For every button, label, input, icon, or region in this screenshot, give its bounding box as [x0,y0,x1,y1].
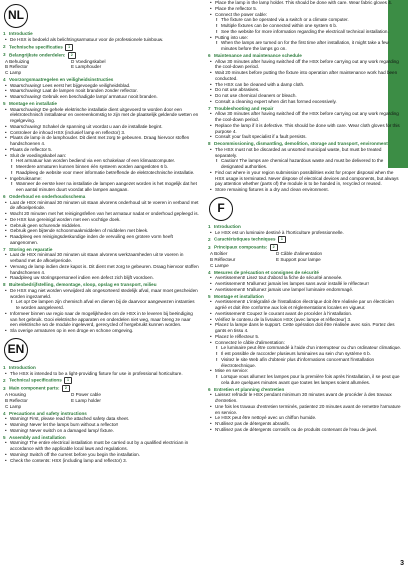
list-item: • Consult your fault specialist if a fault persists. [208,134,404,140]
list-item: • Avertissement! N'allumez jamais une lampe/ luminaire endommagé. [208,287,404,293]
nl-section-6-heading: 6 Onderhoud en onderhoudsschema [3,193,86,199]
left-column [3,0,199,463]
list-item: • Putting into use: [208,35,404,41]
f-section-6-heading: 6 Entretien et planning d'entretien [208,386,285,392]
list-item: • De HSX is bedoeld als belichtingsarmatuur voor de professionele tuinbouw. [3,37,199,43]
list-item: • Waarschuwing! Laat de lampen nooit branden zonder reflector. [3,88,199,94]
warning-item: ! Caution! The lamps are chemical hazardous waste and must be delivered to the designated authorities. [208,158,404,170]
list-item: • Place the reflector 5. [208,6,404,12]
list-item: • Store remaining fixtures in a dry and clean environment. [208,187,404,193]
nl-section-8-heading: 8 Buitenbedrijfstelling, demontage, sloop, opslag en transport, milieu [3,282,157,287]
warning-item: ! Multiple fixtures can be connected within one system 6 b. [208,23,404,29]
list-item: • Le HSX peut être nettoyé avec un chiffon humide. [208,415,404,421]
en-section-8-heading: 8 Decommissioning, dismantling, demolition, storage and transport, environment [208,141,388,146]
list-item: • Waarschuwing! Schakel de spanning uit voordat u aan de installatie begint. [3,124,199,130]
list-item: • Warning! Never let the lamps burn without a reflector! [3,422,199,428]
list-item: • Le HSX est un luminaire destiné à l'horticulture professionnelle. [208,230,404,236]
warning-item: ! Le luminaire peut être commandé à l'aide d'un interrupteur ou d'un ordinateur climatique. [208,345,404,351]
list-item: • Waarschuwing! Gebruik een beschadigde lamp/ armatuur nooit branden. [3,94,199,100]
nl-section-1-heading: 1 Introductie [3,31,33,36]
list-item: • Warning! The entire electrical installation must be carried out by a qualified electrician in accordance with the applicable local laws and regulations. [3,440,199,452]
parts-row: A Behuizing D Voedingskabel [5,58,106,64]
en-section-1-heading: 1 Introduction [3,364,36,370]
list-item: • Connect the power cable: [208,12,404,18]
list-item: • The HSX is intended to be a light-providing fixture for use in professional horticulture. [3,371,199,377]
nl-section-5-heading: 5 Montage en installatie [3,100,57,106]
parts-row: C Lamp [5,70,22,75]
warning-item: ! Het armatuur kan worden bediend via een schakelaar of een klimaatcomputer. [3,158,199,164]
en-section-3-heading: 3 Main component parts: 2 [3,385,199,392]
f-section-1-heading: 1 Introduction [208,223,241,229]
f-section-2-heading: 2 Caractéristiques techniques 1 [208,236,404,243]
warning-item: ! See the website for more information regarding the electrical/ technical installation. [208,29,404,35]
list-item: • Vervang de lamp indien deze kapot is. Dit dient met zorg te gebeuren. Draag hiervoor stoffen handschoenen 4. [3,264,199,276]
list-item: • N'utilisez pas de détergents corrosifs ou de produits contenant de l'eau de javel. [208,427,404,433]
list-item: • Find out where in your region submission possibilities exist for proper disposal when the HSX usage is terminated. Never dispose of electrical devices and components, but always pay attention whether (parts of) the module is to be handed in, recycled or reused. [208,170,404,187]
warning-item: ! Meerdere armaturen kunnen binnen één systeem worden aangesloten 6 b. [3,164,199,170]
warning-item: ! Il est possible de raccorder plusieurs luminaires au sein d'un système 6 b. [208,351,404,357]
page-number: 3 [400,560,404,567]
parts-row: A Boîtier D Câble d'alimentation [210,251,323,257]
parts-row: C Lamp [5,403,22,409]
list-item: • Placez le réflecteur 5. [208,334,404,340]
list-item: • Mise en service: [208,368,404,374]
list-item: • Check the contents: HSX (including lamp and reflector) 3. [3,458,199,464]
list-item: • Warning! Never switch on a damaged lamp/ fixture. [3,428,199,434]
list-item: • De HSX mag niet worden verwijderd als ongesorteerd stedelijk afval, maar moet gescheiden worden ingezameld. [3,288,199,300]
list-item: • Laat de HSX minimaal 30 minuten uit staan alvorens onderhoud uit te voeren in verband met de afkoelperiode. [3,200,199,212]
warning-item: ! Lorsque vous allumez les lampes pour la première fois après l'installation, il se peut que cela dure quelques minutes avant que toutes les lampes soient allumées. [208,374,404,386]
list-item: • Sluit de voedingskabel aan: [3,153,199,159]
en-section-7-heading: 7 Troubleshooting and repair [208,105,274,111]
list-item: • De HSX kan gereinigd worden met een vochtige doek. [3,217,199,223]
list-item: • Vérifiez le contenu de la livraison HSX (avec lampe et réflecteur) 3. [208,317,404,323]
list-item: • Sla overige armaturen op in een droge en schone omgeving. [3,328,199,334]
list-item: • Controleer de inhoud HSX (inclusief lamp en reflector) 3. [3,130,199,136]
list-item: • Replace the lamp if it is defective. This should be done with care. Wear cloth gloves for this purpose 4. [208,123,404,135]
parts-row: A Housing D Power cable [5,392,101,398]
lang-badge-f: F [209,197,233,221]
list-item: • Avertissement! L'intégralité de l'installation électrique doit être réalisée par un électricien agréé et doit être conforme aux lois et réglementations locales en vigueur. [208,299,404,311]
warning-item: ! Wanneer de eerste keer na installatie de lampen aangezet worden is het mogelijk dat het een aantal minuten duurt voordat alle lampen aangaan. [3,181,199,193]
list-item: • Wacht 20 minuten met het reinigingsfellen van het armatuur nadat er onderhoud gepleegd is. [3,211,199,217]
list-item: • Do not use chemical cleaners or bleach. [208,93,404,99]
list-item: • Consult a cleaning expert when dirt has formed excessively. [208,99,404,105]
warning-item: ! When the lamps are turned on for the first time after installation, it might take a few minutes before the lamps go on. [208,40,404,52]
nl-section-7-heading: 7 Storing en reparatie [3,246,53,252]
nl-section-3-heading: 3 Belangrijkste onderdelen: 2 [3,52,199,59]
list-item: • Wait 20 minutes before putting the fixture into operation after maintenance work had been conducted. [208,70,404,82]
list-item: • Raadpleeg een reinigingsdeskundige inden de vervuiling een grotere vorm heeft aangenomen. [3,234,199,246]
lang-badge-nl: NL [4,4,28,28]
list-item: • Avertissement! N'allumez jamais les lampes sans avoir installé le réflecteur! [208,281,404,287]
list-item: • Do not use abrasives. [208,87,404,93]
f-section-3-heading: 3 Principaux composants: 2 [208,244,404,251]
nl-section-4-heading: 4 Voorzorgsmaatregelen en veiligheidsinstructies [3,76,114,82]
en-section-2-heading: 2 Technical specifications 1 [3,377,199,384]
list-item: • The HSX must not be discarded as unsorted municipal waste, but must be treated separately. [208,147,404,159]
lang-badge-en: EN [4,338,28,362]
list-item: • Laissez refroidir le HSX pendant minimum 30 minutes avant de procéder à des travaux d'entretien. [208,392,404,404]
list-item: • Connectez le câble d'alimentation: [208,340,404,346]
list-item: • Ingebruikname: [3,176,199,182]
warning-item: ! Let op! De lampen zijn chemisch afval en dienen bij de daarvoor aangewezen instanties te worden aangeleverd. [3,299,199,311]
list-item: • The HSX can be cleaned with a damp cloth. [208,82,404,88]
list-item: • Une fois les travaux d'entretien terminés, patientez 20 minutes avant de remettre l'armature en service. [208,404,404,416]
warning-item: ! The fixture can be operated via a switch or a climate computer. [208,17,404,23]
list-item: • Plaats de reflector 5. [3,147,199,153]
f-section-5-heading: 5 Montage et installation [208,293,264,299]
list-item: • Gebruik geen bijtende schoonmaakmiddelen of middelen met bleek. [3,228,199,234]
en-section-5-heading: 5 Assembly and installation [3,434,66,440]
list-item: • Informeer binnen uw regio naar de mogelijkheden om de HSX in te leveren bij beëindiging van het gebruik. Gooi elektrische apparaten en onderdelen niet weg, maar breng ze naar een elektrische wo de module ingeleverd, gerecycled of hergebruikt kunnen worden. [3,311,199,328]
en-section-4-heading: 4 Precautions and safety instructions [3,410,87,416]
list-item: • Avertissement! Lisez tout d'abord la fiche de sécurité annexée. [208,275,404,281]
parts-row: B Reflector E Lamphouder [5,64,102,70]
parts-row: B Réflecteur E Support pour lampe [210,257,321,262]
parts-row: C Lampe [210,262,229,268]
list-item: • Allow 30 minutes after having switched off the HSX before carrying out any work regarding the cool-down period. [208,111,404,123]
right-column [208,0,404,433]
list-item: • Placez la lampe dans le support. Cette opération doit être réalisée avec soin. Portez des gants en tissu 4. [208,322,404,334]
list-item: • Raadpleeg uw storingspersoneel indien een defect zich blijft voordoen. [3,275,199,281]
nl-section-2-heading: 2 Technische specificaties 1 [3,44,199,51]
en-section-6-heading: 6 Maintenance and maintenance schedule [208,52,302,58]
warning-item: ! Raadpleeg de website voor meer informatie betreffende de elektrotechnische installatie. [3,170,199,176]
list-item: • Warning! First, please read the attached safety data sheet. [3,416,199,422]
list-item: • Warning! Switch off the current before you begin the installation. [3,452,199,458]
list-item: • Gebruik geen schurende middelen. [3,223,199,229]
f-section-4-heading: 4 Mesures de précaution et consignes de sécurité [208,269,319,275]
list-item: • Avertissement! Coupez le courant avant de procéder à l'installation. [208,311,404,317]
list-item: • Waarschuwing! De gehele elektrische installatie dient uitgevoerd te worden door een elektrotechnisch installateur en overeenkomstig te zijn met de plaatselijk geldende wetten en regelgeving. [3,107,199,124]
parts-row: B Reflector E Lamp holder [5,398,101,403]
list-item: • Waarschuwing! Lees eerst het bijgevoegde veiligheidsblad. [3,83,199,89]
list-item: • Laat de HSX minimaal 30 minuten uit staan alvorens werkzaamheden uit te voeren in verband met de afkoelperiode. [3,252,199,264]
list-item: • N'utilisez pas de détergents abrasifs. [208,421,404,427]
list-item: • Plaats de lamp in de lamphouder. Dit dient met zorg te gebeuren. Draag hiervoor stoffen handschoenen 4. [3,135,199,147]
list-item: • Allow 30 minutes after having switched off the HSX before carrying out any work regarding the cool-down period. [208,59,404,71]
list-item: • Place the lamp in the lamp holder. This should be done with care. Wear fabric gloves 4. [208,0,404,6]
warning-item: ! Visitez le site Web afin d'obtenir plus d'informations concernant l'installation électrotechnique. [208,357,404,369]
